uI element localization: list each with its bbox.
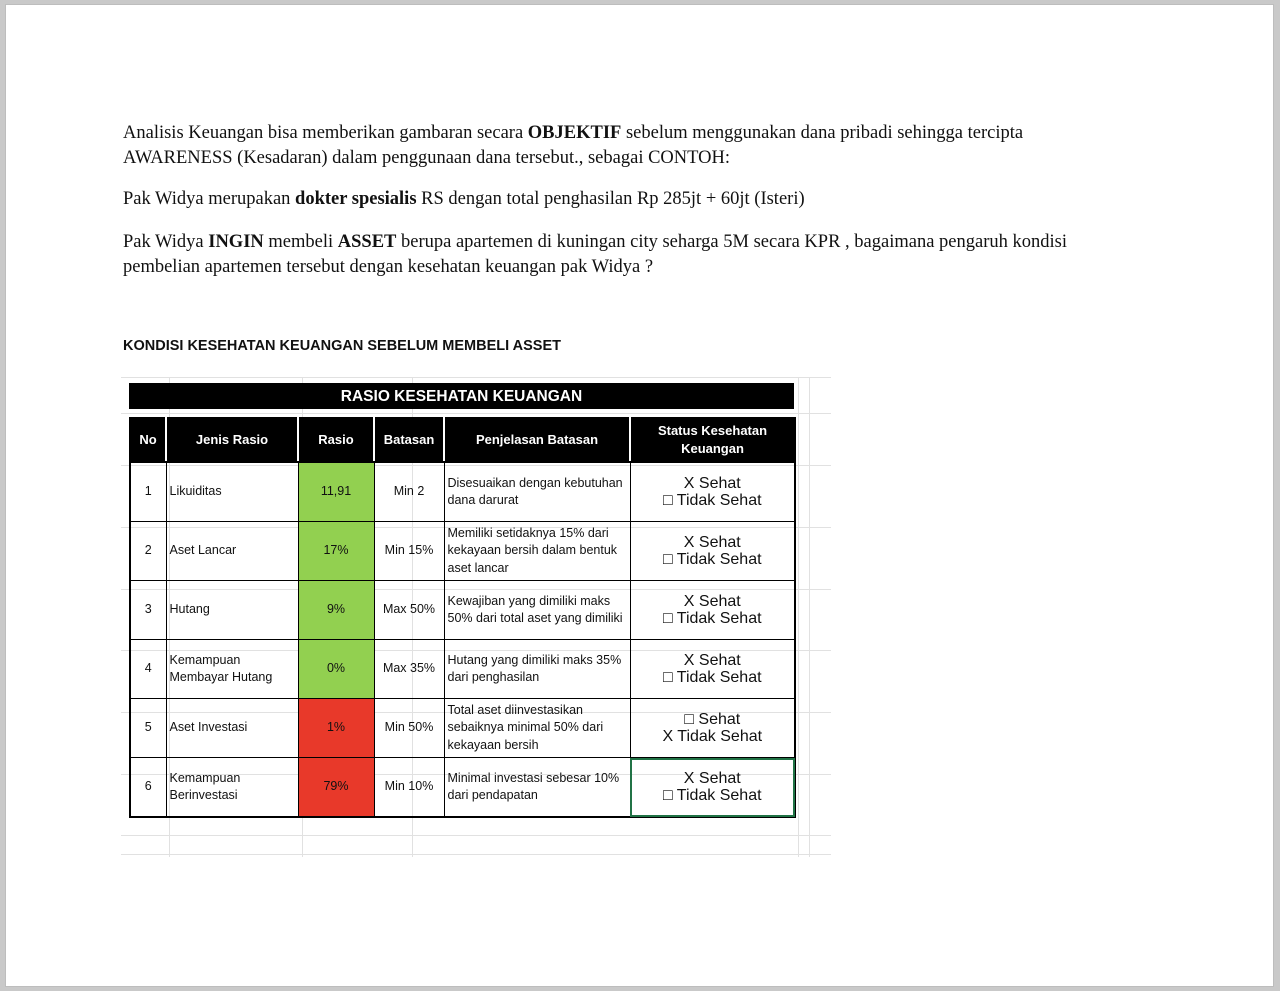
intro-text-1: Analisis Keuangan bisa memberikan gambaran secara bbox=[123, 123, 528, 143]
gridline bbox=[121, 377, 831, 378]
cell-no: 4 bbox=[130, 640, 166, 699]
table-row bbox=[130, 522, 795, 581]
gridline bbox=[809, 377, 810, 857]
cell-no: 5 bbox=[130, 699, 166, 758]
cell-status bbox=[630, 640, 795, 699]
cell-status bbox=[630, 699, 795, 758]
ratio-table bbox=[129, 417, 796, 818]
header-no: No bbox=[130, 418, 166, 462]
profile-text-2: RS dengan total penghasilan Rp 285jt + 60jt (Isteri) bbox=[416, 189, 805, 209]
question-bold-ingin: INGIN bbox=[208, 232, 264, 252]
status-line-1: X Sehat bbox=[683, 769, 741, 787]
status-line-2: □ Tidak Sehat bbox=[662, 492, 762, 509]
status-line-1: X Sehat bbox=[683, 651, 741, 669]
intro-paragraph bbox=[123, 121, 1133, 171]
cell-status-selected[interactable] bbox=[630, 758, 795, 818]
cell-jenis: Hutang bbox=[166, 581, 298, 640]
cell-rasio: 17% bbox=[298, 522, 374, 581]
cell-batasan: Min 15% bbox=[374, 522, 444, 581]
cell-batasan: Min 2 bbox=[374, 462, 444, 522]
profile-text-1: Pak Widya merupakan bbox=[123, 189, 296, 209]
table-header-row bbox=[130, 418, 795, 462]
profile-bold-doctor: dokter spesialis bbox=[295, 189, 417, 209]
table-row bbox=[130, 758, 795, 818]
cell-rasio: 79% bbox=[298, 758, 374, 818]
table-row bbox=[130, 640, 795, 699]
cell-no: 2 bbox=[130, 522, 166, 581]
cell-jenis: Aset Investasi bbox=[166, 699, 298, 758]
question-text-1: Pak Widya bbox=[123, 232, 209, 252]
gridline bbox=[121, 835, 831, 836]
intro-bold-objektif: OBJEKTIF bbox=[527, 123, 622, 143]
cell-no: 1 bbox=[130, 462, 166, 522]
header-batasan: Batasan bbox=[374, 418, 444, 462]
table-row bbox=[130, 581, 795, 640]
cell-status bbox=[630, 522, 795, 581]
status-line-1: X Sehat bbox=[683, 474, 741, 492]
table-title: RASIO KESEHATAN KEUANGAN bbox=[129, 383, 794, 409]
cell-penjelasan: Kewajiban yang dimiliki maks 50% dari total aset yang dimiliki bbox=[444, 581, 630, 640]
status-line-1: X Sehat bbox=[683, 592, 741, 610]
cell-jenis: Kemampuan Berinvestasi bbox=[166, 758, 298, 818]
gridline bbox=[121, 854, 831, 855]
cell-penjelasan: Hutang yang dimiliki maks 35% dari penghasilan bbox=[444, 640, 630, 699]
cell-rasio: 9% bbox=[298, 581, 374, 640]
cell-status bbox=[630, 581, 795, 640]
cell-batasan: Min 10% bbox=[374, 758, 444, 818]
document-page bbox=[5, 4, 1274, 987]
cell-batasan: Max 35% bbox=[374, 640, 444, 699]
question-paragraph bbox=[123, 230, 1133, 280]
cell-penjelasan: Minimal investasi sebesar 10% dari pendapatan bbox=[444, 758, 630, 818]
header-rasio: Rasio bbox=[298, 418, 374, 462]
cell-rasio: 11,91 bbox=[298, 462, 374, 522]
intro-text-2: sebelum menggunakan dana pribadi sehingga tercipta AWARENESS (Kesadaran) dalam penggunaan dana tersebut., sebagai CONTOH: bbox=[123, 123, 1024, 168]
question-bold-asset: ASSET bbox=[337, 232, 397, 252]
cell-rasio: 0% bbox=[298, 640, 374, 699]
table-row bbox=[130, 699, 795, 758]
question-text-3: berupa apartemen di kuningan city seharga 5M secara KPR , bagaimana pengaruh kondisi pembelian apartemen tersebut dengan kesehatan keuangan pak Widya ? bbox=[123, 232, 1067, 277]
status-line-2: □ Tidak Sehat bbox=[662, 669, 762, 686]
cell-jenis: Aset Lancar bbox=[166, 522, 298, 581]
spreadsheet-image bbox=[121, 377, 831, 857]
cell-penjelasan: Disesuaikan dengan kebutuhan dana darurat bbox=[444, 462, 630, 522]
question-text-2: membeli bbox=[263, 232, 338, 252]
cell-status bbox=[630, 462, 795, 522]
cell-penjelasan: Total aset diinvestasikan sebaiknya minimal 50% dari kekayaan bersih bbox=[444, 699, 630, 758]
header-jenis-rasio: Jenis Rasio bbox=[166, 418, 298, 462]
gridline bbox=[121, 413, 831, 414]
gridline bbox=[798, 377, 799, 857]
cell-penjelasan: Memiliki setidaknya 15% dari kekayaan bersih dalam bentuk aset lancar bbox=[444, 522, 630, 581]
cell-jenis: Likuiditas bbox=[166, 462, 298, 522]
table-row bbox=[130, 462, 795, 522]
status-line-2: X Tidak Sehat bbox=[662, 728, 763, 745]
status-line-1: □ Sehat bbox=[684, 710, 741, 728]
status-line-2: □ Tidak Sehat bbox=[662, 610, 762, 627]
status-line-2: □ Tidak Sehat bbox=[662, 551, 762, 568]
cell-rasio: 1% bbox=[298, 699, 374, 758]
cell-no: 6 bbox=[130, 758, 166, 818]
section-title: KONDISI KESEHATAN KEUANGAN SEBELUM MEMBELI ASSET bbox=[123, 338, 561, 354]
header-status: Status Kesehatan Keuangan bbox=[630, 418, 795, 462]
header-penjelasan: Penjelasan Batasan bbox=[444, 418, 630, 462]
status-line-1: X Sehat bbox=[683, 533, 741, 551]
cell-jenis: Kemampuan Membayar Hutang bbox=[166, 640, 298, 699]
cell-batasan: Max 50% bbox=[374, 581, 444, 640]
profile-paragraph bbox=[123, 187, 1133, 212]
cell-no: 3 bbox=[130, 581, 166, 640]
cell-batasan: Min 50% bbox=[374, 699, 444, 758]
status-line-2: □ Tidak Sehat bbox=[662, 787, 762, 804]
